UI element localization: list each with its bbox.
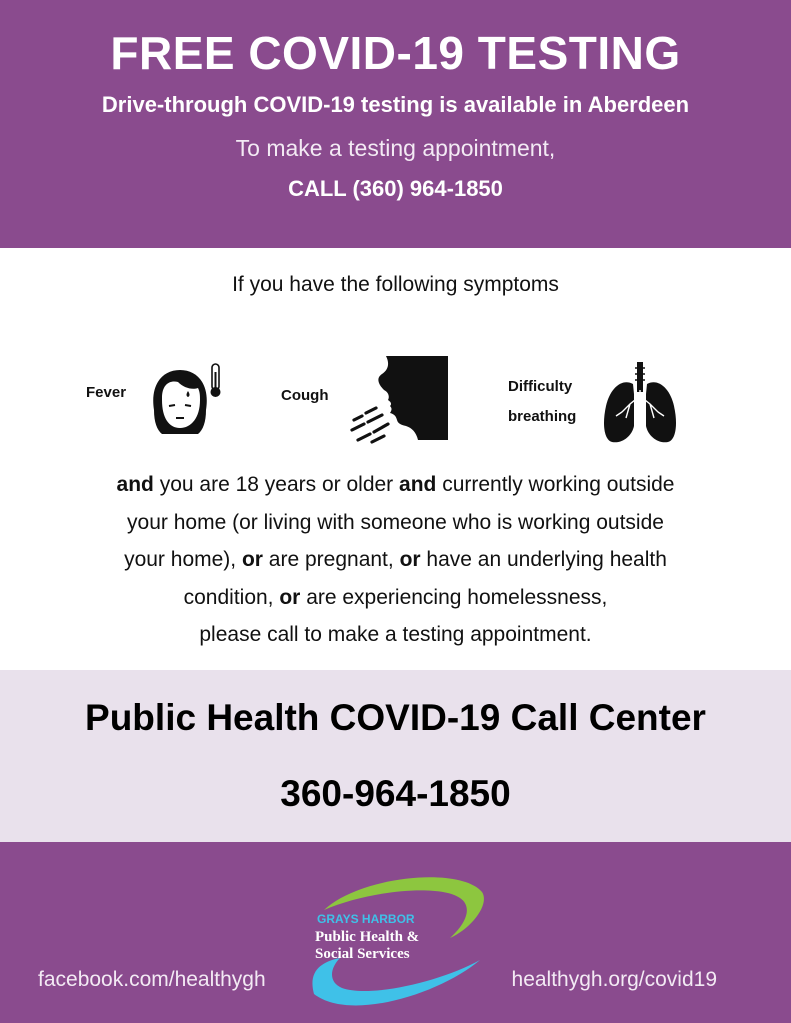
symptoms-section xyxy=(0,248,791,670)
text-segment: currently working outside xyxy=(436,473,675,496)
symptom-label-cough: Cough xyxy=(281,387,329,404)
website-link[interactable]: healthygh.org/covid19 xyxy=(511,968,717,991)
eligibility-line-1 xyxy=(40,466,751,504)
symptom-label-fever: Fever xyxy=(86,384,127,401)
eligibility-line-2: your home (or living with someone who is working outside xyxy=(127,510,664,534)
bold-or: or xyxy=(399,548,421,571)
bold-and: and xyxy=(116,473,154,496)
cough-silhouette-icon xyxy=(348,350,453,450)
text-segment: your home), xyxy=(124,548,242,571)
text-segment: have an underlying health xyxy=(420,548,667,571)
text-segment: are experiencing homelessness, xyxy=(300,585,608,609)
text-segment: you are 18 years or older xyxy=(153,473,400,496)
text-segment: are pregnant, xyxy=(262,548,400,571)
bold-or: or xyxy=(241,548,263,571)
grays-harbor-logo xyxy=(300,872,500,1012)
eligibility-line-5: please call to make a testing appointment. xyxy=(199,623,592,646)
call-center-banner xyxy=(0,670,791,842)
appointment-instruction: To make a testing appointment, xyxy=(235,135,556,161)
lungs-icon xyxy=(600,360,680,446)
eligibility-line-4 xyxy=(40,579,751,617)
facebook-link[interactable]: facebook.com/healthygh xyxy=(38,968,266,991)
logo-text-grays-harbor: GRAYS HARBOR xyxy=(317,912,415,926)
header-banner xyxy=(0,0,791,248)
call-center-phone[interactable]: 360-964-1850 xyxy=(280,773,511,814)
logo-line-public-health: Public Health & xyxy=(315,929,420,945)
logo-line-social-services: Social Services xyxy=(315,946,410,962)
page-title: FREE COVID-19 TESTING xyxy=(110,27,681,79)
symptoms-intro: If you have the following symptoms xyxy=(232,273,559,296)
symptom-label-breathing-1: Difficulty xyxy=(508,378,573,395)
bold-or: or xyxy=(279,585,301,609)
eligibility-line-3 xyxy=(40,541,751,579)
footer-banner xyxy=(0,842,791,1023)
fever-face-icon xyxy=(148,360,228,440)
bold-and: and xyxy=(399,473,437,496)
text-segment: condition, xyxy=(183,585,280,609)
subtitle: Drive-through COVID-19 testing is available in Aberdeen xyxy=(101,92,690,117)
eligibility-text xyxy=(40,466,751,654)
symptom-label-breathing-2: breathing xyxy=(508,408,577,425)
logo-text-agency xyxy=(315,929,419,963)
call-center-title: Public Health COVID-19 Call Center xyxy=(85,697,706,738)
call-number: CALL (360) 964-1850 xyxy=(288,176,503,201)
